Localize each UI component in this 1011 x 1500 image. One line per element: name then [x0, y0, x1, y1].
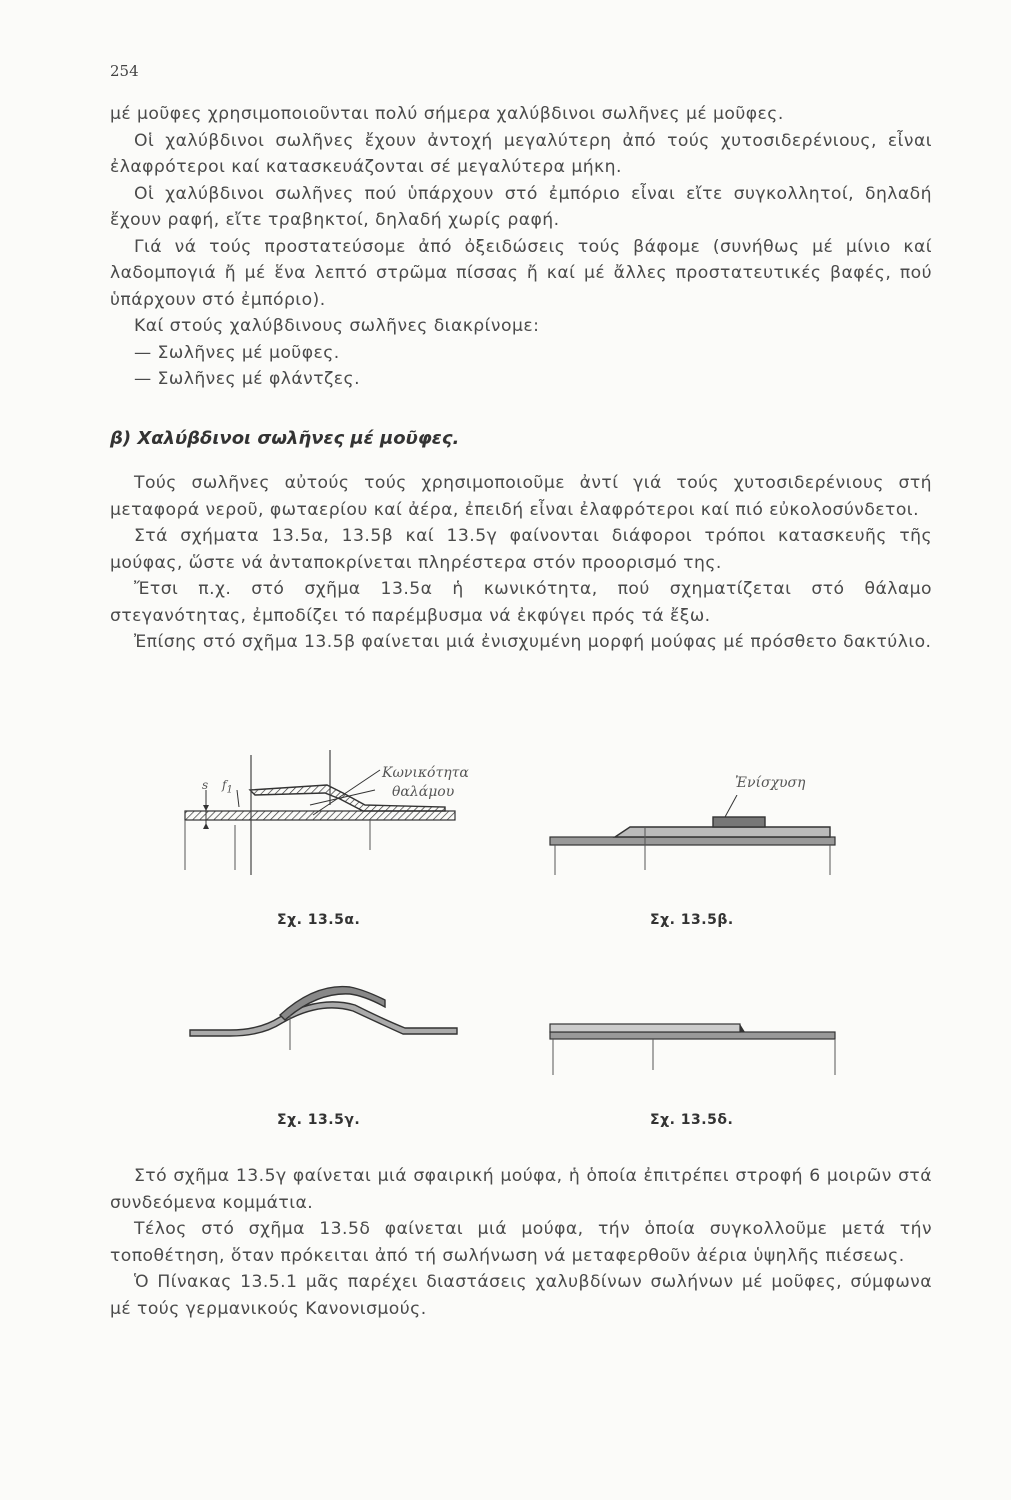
section-text	[110, 470, 932, 656]
closing-paragraph-3: Ὁ Πίνακας 13.5.1 μᾶς παρέχει διαστάσεις χαλυβδίνων σωλήνων μέ μοῦφες, σύμφωνα μέ τούς γερμανικούς Κανονισμούς.	[110, 1272, 932, 1319]
label-reinforcement: Ἐνίσχυση	[735, 775, 806, 791]
intro-paragraph-4: Καί στούς χαλύβδινους σωλῆνες διακρίνομε:	[134, 316, 540, 336]
section-paragraph-2: Στά σχήματα 13.5α, 13.5β καί 13.5γ φαίνονται διάφοροι τρόποι κατασκευῆς τῆς μούφας, ὥστε νά ἀνταποκρίνεται πληρέστερα στόν προορισμό της.	[110, 526, 932, 573]
label-conicity: Κωνικότητα	[382, 765, 469, 781]
intro-paragraph-1: Οἱ χαλύβδινοι σωλῆνες ἔχουν ἀντοχή μεγαλύτερη ἀπό τούς χυτοσιδερένιους, εἶναι ἐλαφρότεροι καί κατασκευάζονται σέ μεγαλύτερα μήκη.	[110, 130, 932, 177]
list-item-sockets: — Σωλῆνες μέ μοῦφες.	[134, 342, 340, 363]
caption-13-5c: Σχ. 13.5γ.	[277, 1112, 361, 1128]
list-item-flanges: — Σωλῆνες μέ φλάντζες.	[134, 369, 360, 389]
intro-text	[110, 101, 932, 393]
label-f: f	[222, 778, 227, 792]
label-f-subscript: 1	[226, 784, 233, 796]
figure-13-5c-drawing	[185, 965, 465, 1060]
figure-13-5b-drawing	[545, 795, 845, 875]
intro-paragraph-3: Γιά νά τούς προστατεύσομε ἀπό ὀξειδώσεις τούς βάφομε (συνήθως μέ μίνιο καί λαδομπογιά ἤ μέ ἕνα λεπτό στρῶμα πίσσας ἤ καί μέ ἄλλες προστατευτικές βαφές, πού ὑπάρχουν στό ἐμπόριο).	[110, 236, 932, 310]
closing-paragraph-1: Στό σχῆμα 13.5γ φαίνεται μιά σφαιρική μούφα, ἡ ὁποία ἐπιτρέπει στροφή 6 μοιρῶν στά συνδεόμενα κομμάτια.	[110, 1166, 932, 1213]
label-s: s	[202, 778, 209, 792]
label-chamber: θαλάμου	[392, 784, 455, 800]
label-f1	[222, 778, 233, 795]
caption-13-5a: Σχ. 13.5α.	[277, 912, 361, 928]
section-paragraph-1: Τούς σωλῆνες αὐτούς τούς χρησιμοποιοῦμε ἀντί γιά τούς χυτοσιδερένιους στή μεταφορά νεροῦ, φωταερίου καί ἀέρα, ἐπειδή εἶναι ἐλαφρότεροι καί πιό εὐκολοσύνδετοι.	[110, 473, 932, 520]
closing-text	[110, 1163, 932, 1322]
section-heading: β) Χαλύβδινοι σωλῆνες μέ μοῦφες.	[110, 428, 460, 449]
closing-paragraph-2: Τέλος στό σχῆμα 13.5δ φαίνεται μιά μούφα, τήν ὁποία συγκολλοῦμε μετά τήν τοποθέτηση, ὅταν πρόκειται ἀπό τή σωλήνωση νά μεταφερθοῦν ἀέρια ὑψηλῆς πιέσεως.	[110, 1219, 932, 1266]
section-paragraph-3: Ἔτσι π.χ. στό σχῆμα 13.5α ἡ κωνικότητα, πού σχηματίζεται στό θάλαμο στεγανότητας, ἐμποδίζει τό παρέμβυσμα νά ἐκφύγει πρός τά ἔξω.	[110, 579, 932, 626]
figure-13-5d-drawing	[545, 1010, 845, 1080]
caption-13-5b: Σχ. 13.5β.	[650, 912, 734, 928]
caption-13-5d: Σχ. 13.5δ.	[650, 1112, 734, 1128]
intro-paragraph-2: Οἱ χαλύβδινοι σωλῆνες πού ὑπάρχουν στό ἐμπόριο εἶναι εἴτε συγκολλητοί, δηλαδή ἔχουν ραφή, εἴτε τραβηκτοί, δηλαδή χωρίς ραφή.	[110, 183, 932, 230]
intro-line: μέ μοῦφες χρησιμοποιοῦνται πολύ σήμερα χαλύβδινοι σωλῆνες μέ μοῦφες.	[110, 104, 784, 124]
page-number: 254	[110, 62, 139, 80]
section-paragraph-4: Ἐπίσης στό σχῆμα 13.5β φαίνεται μιά ἐνισχυμένη μορφή μούφας μέ πρόσθετο δακτύλιο.	[134, 632, 932, 652]
